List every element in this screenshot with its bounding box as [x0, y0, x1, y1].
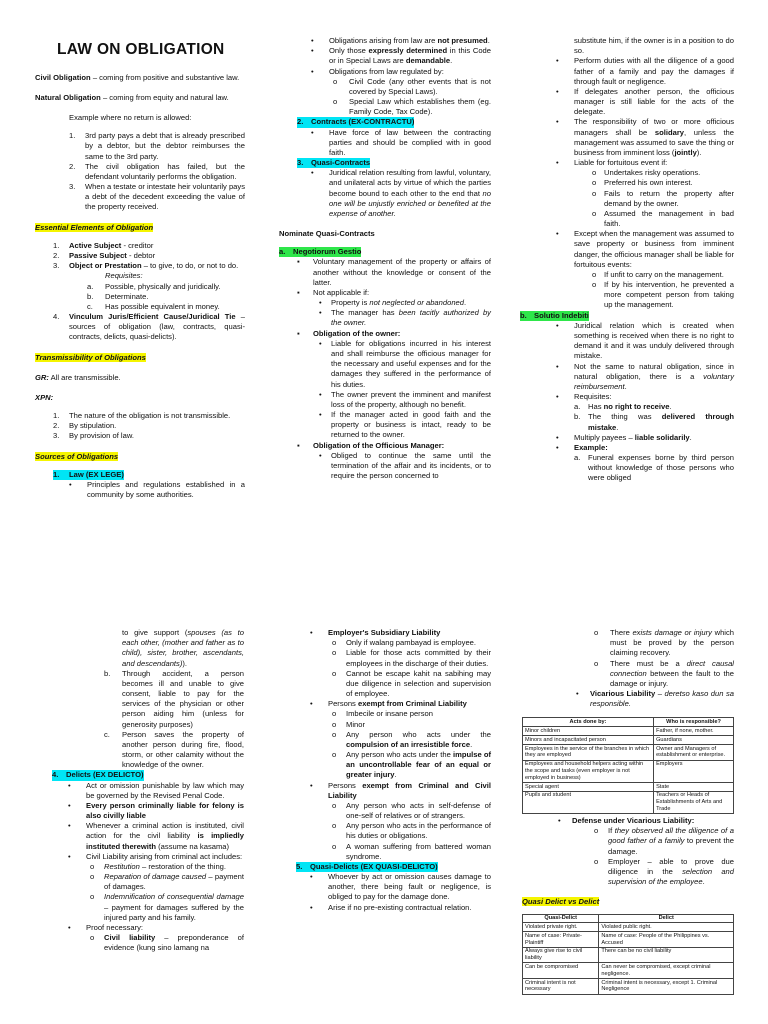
exception-list [35, 411, 245, 442]
example-list [35, 131, 245, 212]
list-item: • Not the same to natural obligation, since in natural obligation, there is a voluntary reimbursement. [556, 361, 734, 391]
list-item: o Any person who acts in self-defense of one-self of relatives or of strangers. [332, 800, 491, 821]
section-heading: Quasi Delict vs Delict [522, 897, 600, 907]
list-item: o If they observed all the diligence of a good father of a family to prevent the damage. [594, 826, 734, 856]
elements-list [35, 241, 245, 343]
list-item: 3. By provision of law. [53, 431, 134, 441]
table-row: Employees and household helpers acting within the scope and tasks (even employer is not employed in business) Employers [523, 760, 734, 782]
list-item: o A woman suffering from battered woman syndrome. [332, 841, 491, 861]
list-item: b. Through accident, a person becomes ill and unable to give consent, liable to pay for the services of the physician or other person aiding him (unless for generosity purposes) [104, 668, 244, 729]
continued-text: substitute him, if the owner is in a position to do so. [574, 36, 734, 56]
list-item: • Vicarious Liability – deretso kaso dun sa responsible. [576, 689, 734, 709]
list-item: • Obligations arising from law are not presumed. [311, 36, 490, 45]
list-item: c. Has possible equivalent in money. [87, 301, 220, 311]
list-item: • Proof necessary: [68, 922, 143, 932]
list-item: • Obliged to continue the same until the termination of the affair and its incidents, or to require the person concerned to [319, 450, 491, 481]
list-item: • The responsibility of two or more officious managers shall be solidary, unless the management was assumed to save the thing or business from imminent loss (jointly). [556, 117, 734, 157]
column-5 [296, 628, 491, 913]
list-item: • Whoever by act or omission causes damage to another, there being fault or negligence, is obliged to pay for the damage done. [310, 872, 491, 902]
list-item: o Restitution – restoration of the thing. [90, 861, 227, 871]
source-law-heading: 1. Law (EX LEGE) [53, 469, 124, 479]
table-row: Can be compromised Can never be compromised, except criminal negligence. [523, 963, 734, 979]
list-item: 2. By stipulation. [53, 421, 117, 431]
list-item: • Persons exempt from Criminal and Civil Liability [310, 780, 492, 800]
example-intro: Example where no return is allowed: [69, 113, 192, 123]
list-item: • Liable for fortuitous event if: [556, 158, 668, 168]
list-item: • Whenever a criminal action is instituted, civil action for the civil liability is impliedly instituted therewith (assume na kasama) [68, 821, 244, 851]
solutio-indebiti-heading: b. Solutio Indebiti [520, 310, 589, 320]
column-2 [279, 36, 491, 481]
list-item: 2. The civil obligation has failed, but the defendant voluntarily performs the obligation. [69, 161, 245, 181]
civil-obligation: Civil Obligation – coming from positive and substantive law. [35, 72, 240, 82]
list-item: • Example: [556, 442, 608, 452]
column-3 [522, 36, 734, 484]
column-1 [35, 36, 245, 500]
nominate-heading: Nominate Quasi-Contracts [279, 229, 375, 239]
list-item: o Any person who acts in the performance of his duties or obligations. [332, 821, 491, 841]
table-header-row: Acts done by: Who is responsible? [523, 718, 734, 727]
list-item: c. Person saves the property of another person during fire, flood, storm, or other calamity without the knowledge of the owner. [104, 729, 244, 770]
list-item: o Minor [332, 719, 365, 729]
list-item: o Civil Code (any other events that is not covered by Special Laws). [333, 76, 491, 96]
page-title: LAW ON OBLIGATION [57, 41, 225, 58]
source-contracts-heading: 2. Contracts (EX-CONTRACTU) [297, 117, 415, 127]
list-item: o Special Law which establishes them (eg. Family Code, Tax Code). [333, 97, 491, 117]
column-4 [52, 628, 244, 954]
table-row: Minors and incapacitated person Guardians [523, 736, 734, 745]
list-item: • If the manager acted in good faith and the property or business is intact, ready to be returned to the owner. [319, 410, 491, 440]
list-item: • Property is not neglected or abandoned. [319, 298, 467, 308]
requisites-label: Requisites: [105, 271, 143, 281]
list-item: • Have force of law between the contracting parties and should be complied with in good faith. [311, 127, 491, 157]
list-item: o Employer – able to prove due diligence in the selection and supervision of the employee. [594, 856, 734, 887]
column-6 [522, 628, 734, 995]
list-item: a. Possible, physically and juridically. [87, 281, 221, 291]
list-item: o Only if walang pambayad is employee. [332, 638, 477, 648]
list-item: o Imbecile or insane person [332, 709, 433, 719]
list-item: • Principles and regulations established in a community by some authorities. [69, 479, 245, 500]
table-row: Always give rise to civil liability There can be no civil liability [523, 947, 734, 963]
list-item: o There exists damage or injury which must be proved by the person claiming recovery. [594, 628, 734, 658]
section-heading: Sources of Obligations [35, 451, 119, 461]
table-row: Name of case: Private-Plaintiff Name of case: People of the Philippines vs. Accused [523, 932, 734, 948]
list-item: • Act or omission punishable by law which may be governed by the Revised Penal Code. [68, 780, 244, 800]
section-heading: Transmissibility of Obligations [35, 352, 146, 362]
table-row: Criminal intent is not necessary Criminal intent is necessary, except 1. Criminal Negligence [523, 979, 734, 995]
list-item: • If delegates another person, the officious manager is still liable for the acts of the delegate. [556, 86, 734, 117]
list-item: • Defense under Vicarious Liability: [558, 816, 695, 826]
list-item: • Employer's Subsidiary Liability [310, 628, 441, 637]
list-item: o If by his intervention, he prevented a more competent person from taking up the management. [592, 280, 734, 310]
list-item: • The manager has been tacitly authorized by the owner. [319, 308, 491, 328]
list-item: • Every person criminally liable for felony is also civilly liable [68, 800, 244, 821]
list-item: ▪ Voluntary management of the property or affairs of another without the knowledge or consent of the latter. [297, 257, 491, 287]
list-item: a. Has no right to receive. [574, 402, 672, 412]
list-item: • Multiply payees – liable solidarily. [556, 432, 692, 442]
list-item: • Juridical relation resulting from lawful, voluntary, and unilateral acts by virtue of which the parties become bound to each other to the end that no one will be unjustly enriched or benefited at the expense of another. [311, 168, 491, 218]
list-item: • Except when the management was assumed to save property or business from imminent danger, the officious manager shall be liable for fortuitous events: [556, 229, 734, 269]
list-item: o Assumed the management in bad faith. [592, 208, 734, 229]
table-row: Minor children Father, if none, mother. [523, 727, 734, 736]
list-item: • Perform duties with all the diligence of a good father of a family and pay the damages if through fault or negligence. [556, 56, 734, 86]
list-item: 3. When a testate or intestate heir voluntarily pays a debt of the decedent exceeding the value of the property received. [69, 182, 245, 212]
continued-text: to give support (spouses (as to each other, (mother and father as to child), sister, brother, ascendants, and descendants)). [122, 628, 245, 668]
list-item: • Civil Liability arising from criminal act includes: [68, 851, 243, 861]
list-item: 1. The nature of the obligation is not transmissible. [53, 411, 231, 421]
list-item: o Liable for those acts committed by their employees in the discharge of their duties. [332, 648, 491, 668]
list-item: • Juridical relation which is created when something is received when there is no right to demand it and it was unduly delivered through mistake. [556, 320, 734, 361]
table-header-row: Quasi-Delict Delict [523, 914, 734, 923]
list-item: ▪ Not applicable if: [297, 287, 370, 297]
source-quasi-delicts-heading: 5. Quasi-Delicts (EX QUASI-DELICTO) [296, 861, 438, 871]
list-item: ▪ Obligation of the Officious Manager: [297, 440, 445, 450]
list-item: 4. Vinculum Juris/Efficient Cause/Juridical Tie – sources of obligation (law, contracts, quasi-contracts, delicts, quasi-delicts). [53, 312, 245, 342]
list-item: o Cannot be escape kahit na sabihing may due diligence in selection and supervision of employee. [332, 668, 491, 699]
list-item: o Any person who acts under the compulsion of an irresistible force. [332, 729, 491, 749]
list-item: • Liable for obligations incurred in his interest and shall reimburse the officious manager for the necessary and useful expenses and for the damages they suffered in the performance of his duties. [319, 338, 491, 389]
table-row: Violated private right. Violated public right. [523, 923, 734, 932]
list-item: o There must be a direct causal connection between the fault to the damage or injury. [594, 658, 734, 688]
table-row: Employees in the service of the branches in which they are employed Owner and Managers of establishment or enterprise. [523, 745, 734, 761]
list-item: o Undertakes risky operations. [592, 168, 701, 178]
list-item: • The owner prevent the imminent and manifest loss of the property, although no benefit. [319, 389, 491, 409]
negotiorum-gestio-heading: a. Negotiorum Gestio [279, 247, 362, 257]
vicarious-liability-table [522, 717, 734, 814]
list-item: 1. 3rd party pays a debt that is already prescribed by a debtor, but the debtor reimburses the same to the 3rd party. [69, 131, 245, 161]
list-item: • Requisites: [556, 392, 612, 402]
list-item: o Fails to return the property after demand by the owner. [592, 188, 734, 208]
list-item: 2. Passive Subject - debtor [53, 251, 156, 260]
list-item: o Preferred his own interest. [592, 178, 693, 188]
list-item: o Any person who acts under the impulse of an uncontrollable fear of an equal or greater injury. [332, 750, 491, 780]
list-item: • Arise if no pre-existing contractual relation. [310, 902, 472, 912]
list-item: o Indemnification of consequential damage – payment for damages suffered by the injured party and his family. [90, 892, 244, 922]
list-item: • Only those expressly determined in this Code or in Special Laws are demandable. [311, 46, 491, 66]
section-heading: Essential Elements of Obligation [35, 222, 154, 232]
table-row: Pupils and student Teachers or Heads of Establishments of Arts and Trade [523, 791, 734, 813]
list-item: • Persons exempt from Criminal Liability [310, 699, 467, 709]
list-item: 3. Object or Prestation – to give, to do, or not to do. [53, 261, 239, 271]
list-item: 1. Active Subject - creditor [53, 240, 154, 250]
quasi-delict-vs-delict-table [522, 914, 734, 995]
list-item: o Civil liability – preponderance of evidence (kung sino lamang na [90, 933, 245, 953]
list-item: o If unfit to carry on the management. [592, 269, 724, 279]
table-row: Special agent State [523, 782, 734, 791]
list-item: b. The thing was delivered through mistake. [574, 412, 734, 432]
general-rule: GR: All are transmissible. [35, 372, 121, 382]
list-item: • Obligations from law regulated by: [311, 66, 444, 76]
list-item: a. Funeral expenses borne by third person without knowledge of those persons who were obliged [574, 453, 734, 483]
natural-obligation: Natural Obligation – coming from equity and natural law. [35, 92, 229, 102]
list-item: b. Determinate. [87, 291, 149, 301]
list-item: o Reparation of damage caused – payment of damages. [90, 872, 244, 892]
source-quasi-contracts-heading: 3. Quasi-Contracts [297, 158, 371, 168]
source-delicts-heading: 4. Delicts (EX DELICTO) [52, 770, 144, 780]
exception-label: XPN: [35, 392, 54, 402]
list-item: ▪ Obligation of the owner: [297, 328, 401, 338]
